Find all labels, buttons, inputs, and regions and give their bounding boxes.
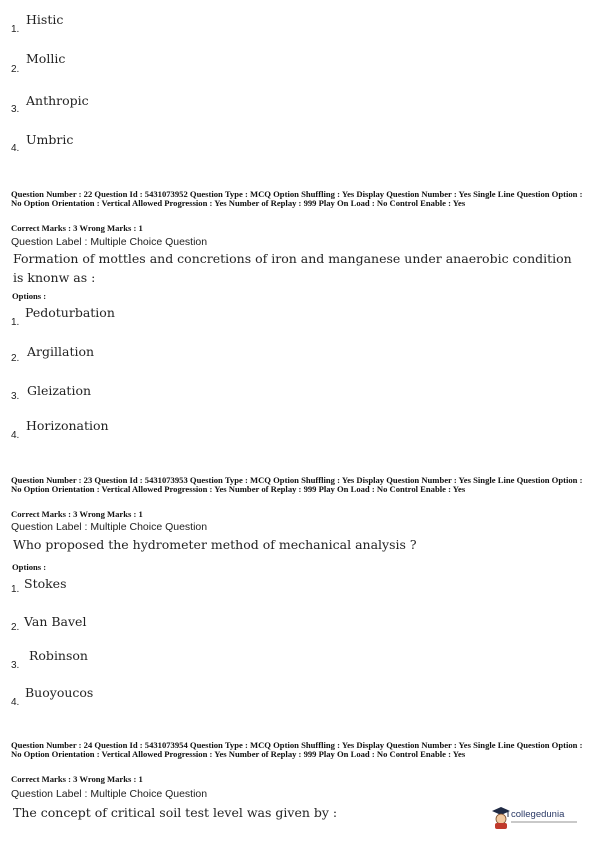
question-text: Formation of mottles and concretions of iron and manganese under anaerobic condition is knonw as : [13, 251, 572, 285]
option-text: Gleization [27, 383, 92, 398]
graduate-mascot-icon [491, 806, 511, 834]
option-text: Pedoturbation [25, 305, 115, 320]
question-marks: Correct Marks : 3 Wrong Marks : 1 [11, 774, 143, 784]
prev-option-text: Mollic [26, 51, 66, 66]
prev-option-number: 4. [11, 143, 20, 154]
option-number: 3. [11, 660, 20, 671]
question-meta: Question Number : 24 Question Id : 5431073954 Question Type : MCQ Option Shuffling : Yes Display Question Number : Yes Single Line Question Option : No Option Orientation : Vertical Allowed Progression : Yes Number of Replay : 999 Play On Load : No Control Enable : Yes [11, 740, 583, 760]
logo-tagline-bar [511, 821, 577, 823]
question-meta: Question Number : 22 Question Id : 5431073952 Question Type : MCQ Option Shuffling : Yes Display Question Number : Yes Single Line Question Option : No Option Orientation : Vertical Allowed Progression : Yes Number of Replay : 999 Play On Load : No Control Enable : Yes [11, 189, 583, 209]
question-marks: Correct Marks : 3 Wrong Marks : 1 [11, 509, 143, 519]
options-label: Options : [12, 291, 47, 301]
question-text: The concept of critical soil test level was given by : [13, 805, 338, 820]
option-number: 2. [11, 622, 20, 633]
option-text: Buoyoucos [25, 685, 94, 700]
prev-option-text: Umbric [26, 132, 74, 147]
option-text: Van Bavel [24, 614, 87, 629]
question-text: Who proposed the hydrometer method of mechanical analysis ? [13, 537, 417, 552]
option-number: 3. [11, 391, 20, 402]
prev-option-number: 1. [11, 24, 20, 35]
option-number: 1. [11, 584, 20, 595]
options-label: Options : [12, 562, 47, 572]
question-label: Question Label : Multiple Choice Question [11, 788, 208, 800]
option-number: 1. [11, 317, 20, 328]
prev-option-text: Anthropic [26, 93, 89, 108]
option-text: Robinson [29, 648, 88, 663]
prev-option-text: Histic [26, 12, 64, 27]
question-label: Question Label : Multiple Choice Question [11, 236, 208, 248]
question-meta: Question Number : 23 Question Id : 5431073953 Question Type : MCQ Option Shuffling : Yes Display Question Number : Yes Single Line Question Option : No Option Orientation : Vertical Allowed Progression : Yes Number of Replay : 999 Play On Load : No Control Enable : Yes [11, 475, 583, 495]
prev-option-number: 3. [11, 104, 20, 115]
option-text: Argillation [27, 344, 95, 359]
option-number: 4. [11, 430, 20, 441]
option-text: Stokes [24, 576, 67, 591]
option-number: 2. [11, 353, 20, 364]
collegedunia-logo [489, 805, 581, 831]
option-text: Horizonation [26, 418, 109, 433]
prev-option-number: 2. [11, 64, 20, 75]
option-number: 4. [11, 697, 20, 708]
question-marks: Correct Marks : 3 Wrong Marks : 1 [11, 223, 143, 233]
question-label: Question Label : Multiple Choice Question [11, 521, 208, 533]
logo-text: collegedunia [511, 809, 565, 820]
